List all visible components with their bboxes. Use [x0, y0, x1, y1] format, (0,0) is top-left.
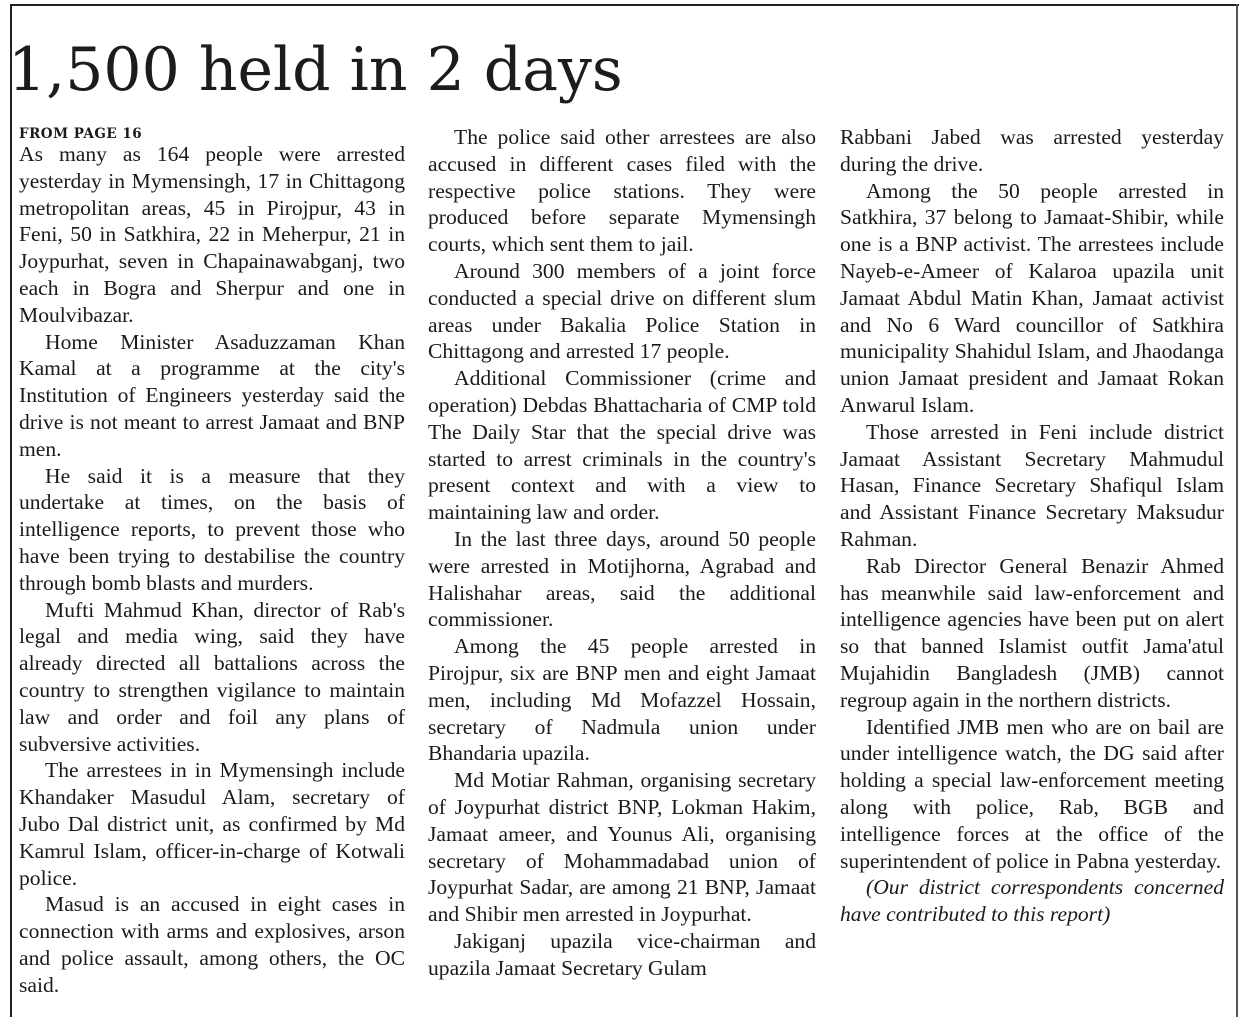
paragraph: Around 300 members of a joint force conducted a special drive on different slum areas under Bakalia Police Station in Chittagong and arrested 17 people.: [428, 258, 816, 364]
paragraph: The arrestees in in Mymensingh include Khandaker Masudul Alam, secretary of Jubo Dal district unit, as confirmed by Md Kamrul Islam, officer-in-charge of Kotwali police.: [19, 758, 405, 890]
paragraph: Among the 50 people arrested in Satkhira, 37 belong to Jamaat-Shibir, while one is a BNP activist. The arrestees include Nayeb-e-Ameer of Kalaroa upazila unit Jamaat Abdul Matin Khan, Jamaat activist and No 6 Ward councillor of Satkhira municipality Shahidul Islam, and Jhaodanga union Jamaat president and Jamaat Rokan Anwarul Islam.: [840, 178, 1224, 417]
paragraph: Jakiganj upazila vice-chairman and upazila Jamaat Secretary Gulam: [428, 928, 816, 980]
paragraph: Among the 45 people arrested in Pirojpur, six are BNP men and eight Jamaat men, including Md Mofazzel Hossain, secretary of Nadmula union under Bhandaria upazila.: [428, 634, 816, 766]
paragraph: Identified JMB men who are on bail are under intelligence watch, the DG said after holding a special law-enforcement meeting along with police, Rab, BGB and intelligence forces at the office of the superintendent of police in Pabna yesterday.: [840, 714, 1224, 873]
paragraph: Md Motiar Rahman, organising secretary of Joypurhat district BNP, Lokman Hakim, Jamaat ameer, and Younus Ali, organising secretary of Mohammadabad union of Joypurhat Sadar, are among 21 BNP, Jamaat and Shibir men arrested in Joypurhat.: [428, 768, 816, 927]
article-column-2: [428, 124, 816, 1017]
paragraph: Rabbani Jabed was arrested yesterday during the drive.: [840, 125, 1224, 176]
paragraph: Home Minister Asaduzzaman Khan Kamal at a programme at the city's Institution of Engineers yesterday said the drive is not meant to arrest Jamaat and BNP men.: [19, 329, 405, 461]
jump-line: FROM PAGE 16: [19, 126, 143, 142]
contributor-note: (Our district correspondents concerned have contributed to this report): [840, 875, 1224, 927]
paragraph: He said it is a measure that they undertake at times, on the basis of intelligence reports, to prevent those who have been trying to destabilise the country through bomb blasts and murders.: [19, 463, 405, 595]
paragraph: Masud is an accused in eight cases in connection with arms and explosives, arson and police assault, among others, the OC said.: [19, 892, 405, 997]
left-border-rule: [10, 4, 12, 1017]
right-border-rule: [1236, 4, 1238, 1017]
paragraph: Rab Director General Benazir Ahmed has meanwhile said law-enforcement and intelligence agencies have been put on alert so that banned Islamist outfit Jama'atul Mujahidin Bangladesh (JMB) cannot regroup again in the northern districts.: [840, 553, 1224, 712]
paragraph: The police said other arrestees are also accused in different cases filed with the respective police stations. They were produced before separate Mymensingh courts, which sent them to jail.: [428, 125, 816, 257]
paragraph: Mufti Mahmud Khan, director of Rab's legal and media wing, said they have already directed all battalions across the country to strengthen vigilance to maintain law and order and foil any plans of subversive activities.: [19, 597, 405, 756]
article-column-3: [840, 124, 1224, 1017]
paragraph: In the last three days, around 50 people were arrested in Motijhorna, Agrabad and Halishahar areas, said the additional commissioner.: [428, 526, 816, 632]
paragraph: As many as 164 people were arrested yesterday in Mymensingh, 17 in Chittagong metropolitan areas, 45 in Pirojpur, 43 in Feni, 50 in Satkhira, 22 in Meherpur, 21 in Joypurhat, seven in Chapainawabganj, two each in Bogra and Sherpur and one in Moulvibazar.: [19, 142, 405, 327]
article-column-1: [19, 124, 405, 1017]
top-border-rule: [10, 4, 1239, 6]
headline: 1,500 held in 2 days: [8, 35, 623, 105]
paragraph: Those arrested in Feni include district Jamaat Assistant Secretary Mahmudul Hasan, Finance Secretary Shafiqul Islam and Assistant Finance Secretary Maksudur Rahman.: [840, 419, 1224, 551]
paragraph: Additional Commissioner (crime and operation) Debdas Bhattacharia of CMP told The Daily Star that the special drive was started to arrest criminals in the country's present context and with a view to maintaining law and order.: [428, 366, 816, 525]
